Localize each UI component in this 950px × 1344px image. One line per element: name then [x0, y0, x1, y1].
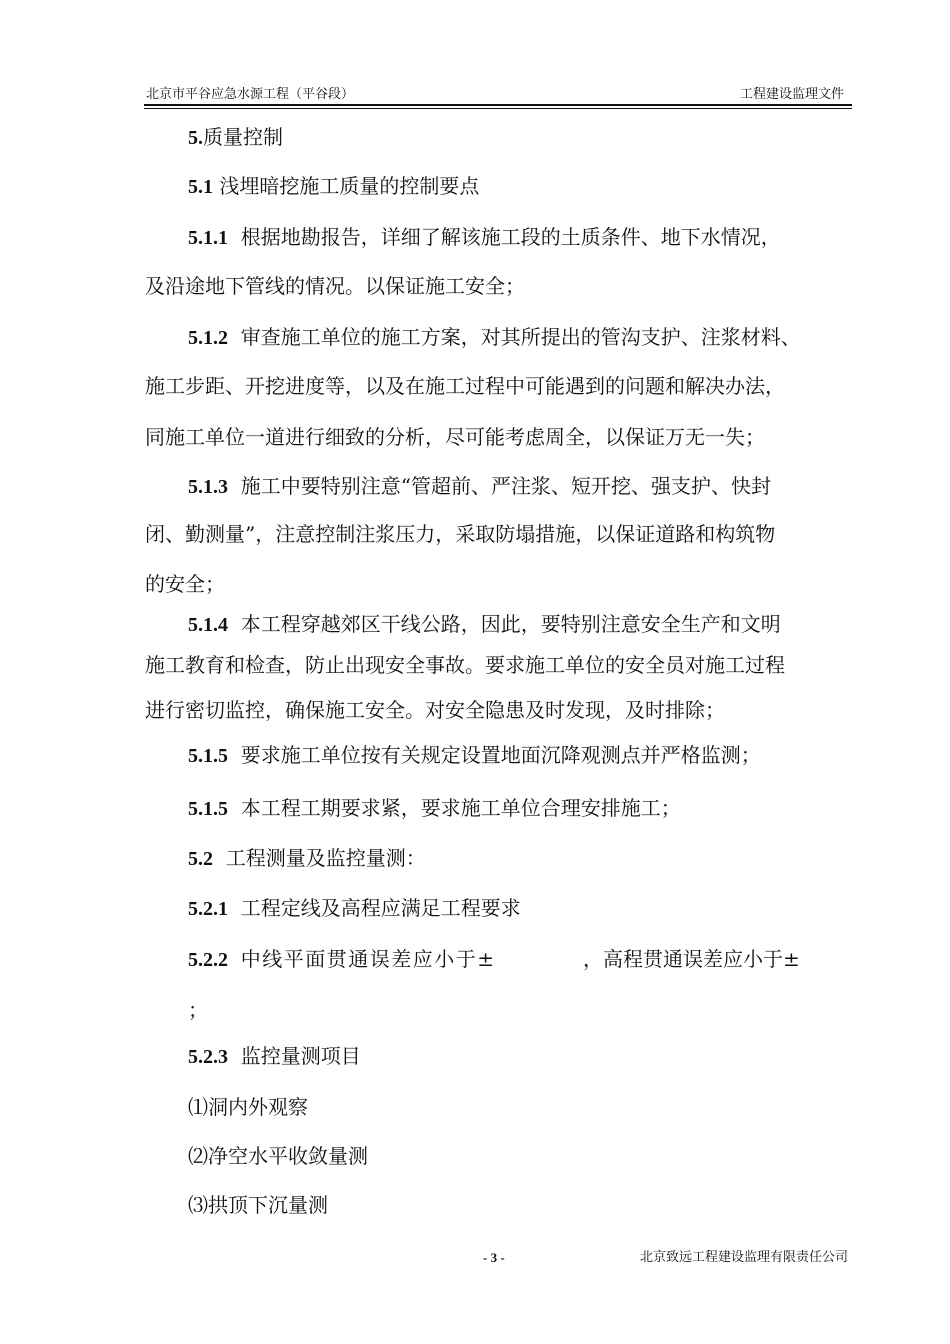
para-text-part-1: 中线平面贯通误差应小于±: [240, 947, 496, 971]
list-item: ⑴洞内外观察: [188, 1095, 308, 1119]
section-number: 5.1.5: [188, 798, 228, 820]
para-5-1-3-line-3: 的安全；: [145, 572, 225, 596]
section-number: 5.1: [188, 176, 213, 198]
list-item: ⑵净空水平收敛量测: [188, 1144, 368, 1168]
section-number: 5.1.4: [188, 614, 228, 636]
para-5-1-2-line-2: 施工步距、开挖进度等，以及在施工过程中可能遇到的问题和解决办法，: [145, 374, 785, 398]
header-right-title: 工程建设监理文件: [739, 87, 844, 102]
para-5-1-5-b: [188, 795, 681, 822]
header-divider-thin: [144, 108, 852, 109]
para-text: 要求施工单位按有关规定设置地面沉降观测点并严格监测；: [240, 743, 761, 767]
section-number: 5.2.3: [188, 1046, 228, 1068]
para-5-2-3: [188, 1043, 361, 1070]
section-number: 5.: [188, 127, 203, 149]
para-text: 根据地勘报告，详细了解该施工段的土质条件、地下水情况，: [240, 225, 781, 249]
para-5-1-4-line-2: 施工教育和检查，防止出现安全事故。要求施工单位的安全员对施工过程: [145, 653, 785, 677]
heading-5-1: [188, 173, 479, 200]
para-5-2-1: [188, 895, 521, 922]
para-5-1-5-a: [188, 742, 761, 769]
section-number: 5.2.1: [188, 898, 228, 920]
heading-5-2: [188, 845, 426, 872]
header-left-title: 北京市平谷应急水源工程（平谷段）: [146, 87, 355, 102]
para-text: 本工程工期要求紧，要求施工单位合理安排施工；: [240, 796, 681, 820]
heading-5: [188, 124, 283, 151]
footer-company: 北京致远工程建设监理有限责任公司: [639, 1250, 848, 1265]
section-title: 工程测量及监控量测：: [225, 846, 426, 870]
para-text: 监控量测项目: [240, 1044, 361, 1068]
para-5-2-2-line-1-part-2: ，高程贯通误差应小于±: [583, 947, 800, 971]
section-number: 5.1.5: [188, 745, 228, 767]
list-item: ⑶拱顶下沉量测: [188, 1193, 328, 1217]
para-5-1-2-line-3: 同施工单位一道进行细致的分析，尽可能考虑周全，以保证万无一失；: [145, 425, 765, 449]
section-title: 浅埋暗挖施工质量的控制要点: [219, 174, 480, 198]
para-text: 施工中要特别注意“管超前、严注浆、短开挖、强支护、快封: [240, 474, 771, 498]
page-number: - 3 -: [483, 1250, 505, 1265]
para-5-1-3-line-2: 闭、勤测量”，注意控制注浆压力，采取防塌措施，以保证道路和构筑物: [145, 522, 776, 546]
para-5-1-1-line-1: [188, 224, 781, 251]
section-number: 5.2.2: [188, 949, 228, 971]
para-5-2-2-line-1: [188, 946, 495, 973]
section-title: 质量控制: [203, 125, 283, 149]
section-number: 5.1.1: [188, 227, 228, 249]
para-5-2-2-line-2: ；: [188, 998, 208, 1022]
section-number: 5.1.3: [188, 476, 228, 498]
para-5-1-2-line-1: [188, 324, 801, 351]
para-5-1-3-line-1: [188, 473, 771, 500]
para-text: 本工程穿越郊区干线公路，因此，要特别注意安全生产和文明: [240, 612, 781, 636]
para-text: 工程定线及高程应满足工程要求: [240, 896, 521, 920]
para-5-1-4-line-1: [188, 611, 781, 638]
para-5-1-4-line-3: 进行密切监控，确保施工安全。对安全隐患及时发现，及时排除；: [145, 698, 725, 722]
section-number: 5.1.2: [188, 327, 228, 349]
section-number: 5.2: [188, 848, 213, 870]
para-text: 审查施工单位的施工方案，对其所提出的管沟支护、注浆材料、: [240, 325, 801, 349]
header-divider: [144, 104, 852, 106]
para-5-1-1-line-2: 及沿途地下管线的情况。以保证施工安全；: [145, 274, 525, 298]
